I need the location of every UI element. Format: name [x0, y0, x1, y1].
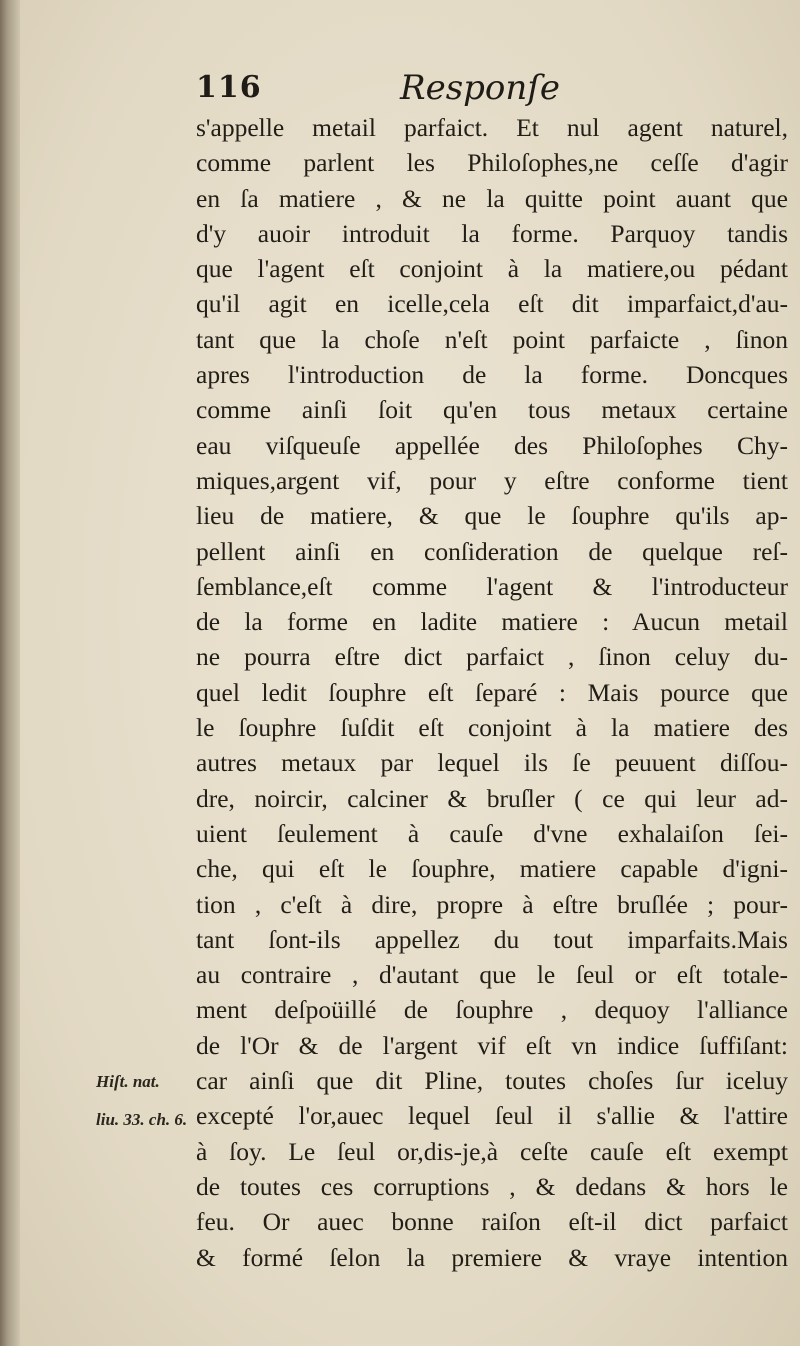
margin-note: Hiſt. nat.	[96, 1072, 160, 1091]
text-line: que l'agent eſt conjoint à la matiere,ou pédant	[196, 254, 788, 284]
text-line: uient ſeulement à cauſe d'vne exhalaiſon ſei-	[196, 818, 788, 848]
text-line: comme parlent les Philoſophes,ne ceſſe d'agir	[196, 148, 788, 178]
text-line: au contraire , d'autant que le ſeul or eſt totale-	[196, 960, 788, 990]
text-line: le ſouphre ſuſdit eſt conjoint à la matiere des	[196, 713, 788, 743]
text-line: d'y auoir introduit la forme. Parquoy tandis	[196, 218, 788, 248]
text-line: miques,argent vif, pour y eſtre conforme tient	[196, 465, 788, 495]
text-line: à ſoy. Le ſeul or,dis-je,à ceſte cauſe eſt exempt	[196, 1136, 788, 1166]
text-line: quel ledit ſouphre eſt ſeparé : Mais pource que	[196, 677, 788, 707]
text-line: autres metaux par lequel ils ſe peuuent diſſou-	[196, 748, 788, 778]
margin-note: liu. 33. ch. 6.	[96, 1110, 188, 1129]
text-line: feu. Or auec bonne raiſon eſt-il dict parfaict	[196, 1207, 788, 1237]
text-line: che, qui eſt le ſouphre, matiere capable d'igni-	[196, 854, 788, 884]
text-line: en ſa matiere , & ne la quitte point auant que	[196, 183, 788, 213]
text-line: comme ainſi ſoit qu'en tous metaux certaine	[196, 395, 788, 425]
text-line: tant que la choſe n'eſt point parfaicte , ſinon	[196, 324, 788, 354]
text-line: ne pourra eſtre dict parfaict , ſinon celuy du-	[196, 642, 788, 672]
text-line: de toutes ces corruptions , & dedans & hors le	[196, 1171, 788, 1201]
text-line: car ainſi que dit Pline, toutes choſes ſur iceluy	[196, 1066, 788, 1096]
text-line: lieu de matiere, & que le ſouphre qu'ils ap-	[196, 501, 788, 531]
page-header	[196, 64, 676, 114]
text-line: excepté l'or,auec lequel ſeul il s'allie & l'attire	[196, 1101, 788, 1131]
running-title: Responſe	[400, 68, 561, 108]
text-line: & formé ſelon la premiere & vraye intention	[196, 1242, 788, 1272]
body-text	[196, 110, 788, 1275]
page-gutter	[0, 0, 20, 1346]
text-line: dre, noircir, calciner & bruſler ( ce qui leur ad-	[196, 783, 788, 813]
page-number: 116	[196, 70, 262, 105]
text-line: apres l'introduction de la forme. Doncques	[196, 360, 788, 390]
text-line: tant ſont-ils appellez du tout imparfaits.Mais	[196, 924, 788, 954]
text-line: eau viſqueuſe appellée des Philoſophes Chy-	[196, 430, 788, 460]
text-line: tion , c'eſt à dire, propre à eſtre bruſlée ; pour-	[196, 889, 788, 919]
text-line: ment deſpoüillé de ſouphre , dequoy l'alliance	[196, 995, 788, 1025]
text-line: de la forme en ladite matiere : Aucun metail	[196, 607, 788, 637]
text-line: de l'Or & de l'argent vif eſt vn indice ſuffiſant:	[196, 1030, 788, 1060]
text-line: s'appelle metail parfaict. Et nul agent naturel,	[196, 113, 788, 142]
text-line: qu'il agit en icelle,cela eſt dit imparfaict,d'au-	[196, 289, 788, 319]
text-line: pellent ainſi en conſideration de quelque reſ-	[196, 536, 788, 566]
text-line: ſemblance,eſt comme l'agent & l'introducteur	[196, 571, 788, 601]
